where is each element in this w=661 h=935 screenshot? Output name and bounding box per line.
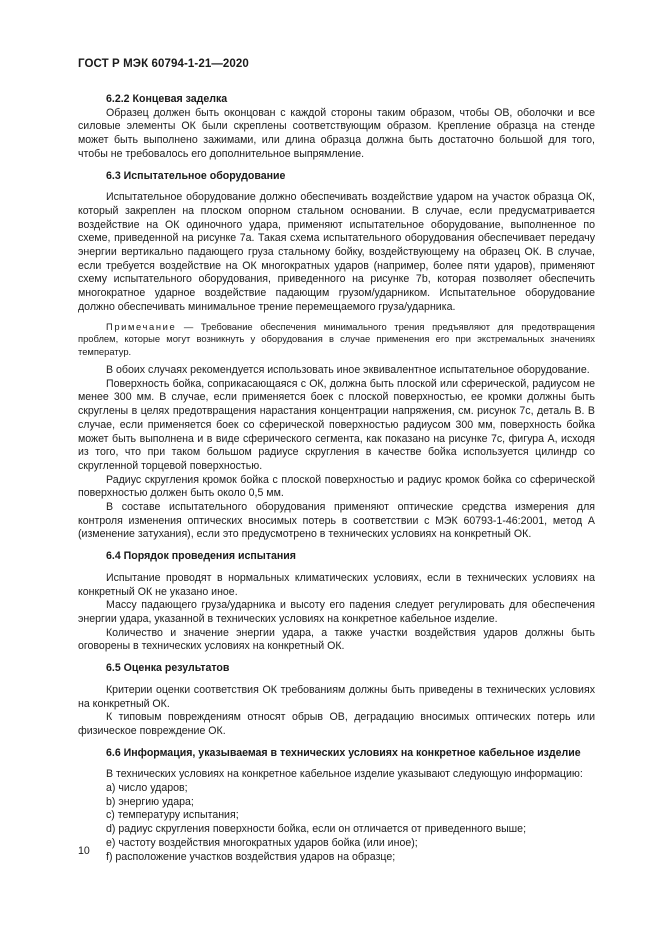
page-number: 10 xyxy=(78,845,90,857)
section-heading-6-4: 6.4 Порядок проведения испытания xyxy=(106,550,296,563)
standard-header: ГОСТ Р МЭК 60794-1-21—2020 xyxy=(78,58,249,70)
page-content xyxy=(78,93,595,864)
list-item: a) число ударов; xyxy=(106,782,188,795)
list-item: f) расположение участков воздействия ударов на образце; xyxy=(106,850,396,863)
paragraph: В технических условиях на конкретное кабельное изделие указывают следующую информацию: xyxy=(106,768,583,781)
note xyxy=(78,321,595,359)
list-item: c) температуру испытания; xyxy=(106,809,239,822)
list-item: e) частоту воздействия многократных ударов бойка (или иное); xyxy=(106,836,418,849)
paragraph: Критерии оценки соответствия ОК требованиям должны быть приведены в технических условиях на конкретный ОК. xyxy=(78,683,595,710)
section-heading-6-2-2: 6.2.2 Концевая заделка xyxy=(106,93,228,105)
paragraph: Образец должен быть оконцован с каждой стороны таким образом, чтобы ОВ, оболочки и все силовые элементы ОК были скреплены соответствующим образом. Крепление образца на стенде может быть выполнено зажимами, или длина образца должна быть достаточно большой для того, чтобы не требовалось его дополнительное выпрямление. xyxy=(78,106,595,160)
paragraph: Испытательное оборудование должно обеспечивать воздействие ударом на участок образца ОК, который закреплен на плоском опорном стальном основании. В случае, если предусматривается воздействие на ОК одиночного удара, применяют испытательное оборудование, выполненное по схеме, приведенной на рисунке 7а. Такая схема испытательного оборудования обеспечивает передачу энергии вертикально падающего груза стальному бойку, воздействующему на образец ОК. В случае, если требуется воздействие на ОК многократных ударов (например, более пяти ударов), применяют схему испытательного оборудования, приведенного на рисунке 7b, которая позволяет обеспечить многократное ударное воздействие падающим грузом/ударником. Испытательное оборудование должно обеспечивать минимальное трение перемещаемого груза/ударника. xyxy=(78,191,595,313)
paragraph: Радиус скругления кромок бойка с плоской поверхностью и радиус кромок бойка со сферической поверхностью должен быть около 0,5 мм. xyxy=(78,473,595,500)
paragraph: Количество и значение энергии удара, а также участки воздействия ударов должны быть оговорены в технических условиях на конкретный ОК. xyxy=(78,626,595,653)
paragraph: Испытание проводят в нормальных климатических условиях, если в технических условиях на конкретный ОК не указано иное. xyxy=(78,571,595,598)
section-heading-6-5: 6.5 Оценка результатов xyxy=(106,662,230,675)
paragraph: В составе испытательного оборудования применяют оптические средства измерения для контроля изменения оптических вносимых потерь в соответствии с МЭК 60793-1-46:2001, метод А (изменение затухания), если это предусмотрено в технических условиях на конкретный ОК. xyxy=(78,501,595,541)
paragraph: Массу падающего груза/ударника и высоту его падения следует регулировать для обеспечения энергии удара, указанной в технических условиях на конкретное кабельное изделие. xyxy=(78,599,595,625)
paragraph: К типовым повреждениям относят обрыв ОВ, деградацию вносимых оптических потерь или физическое повреждение ОК. xyxy=(78,711,595,737)
paragraph: В обоих случаях рекомендуется использовать иное эквивалентное испытательное оборудование. xyxy=(106,364,590,377)
list-item: d) радиус скругления поверхности бойка, если он отличается от приведенного выше; xyxy=(106,823,527,836)
note-text: — Требование обеспечения минимального трения предъявляют для предотвращения проблем, которые могут возникнуть у оборудования в случае применения его при экстремальных значениях температур. xyxy=(78,320,595,357)
list-item: b) энергию удара; xyxy=(106,795,194,808)
section-heading-6-3: 6.3 Испытательное оборудование xyxy=(106,169,286,182)
note-label: Примечание xyxy=(106,320,177,332)
section-heading-6-6: 6.6 Информация, указываемая в технических условиях на конкретное кабельное изделие xyxy=(106,746,581,759)
paragraph: Поверхность бойка, соприкасающаяся с ОК, должна быть плоской или сферической, радиусом не менее 300 мм. В случае, если применяется боек с плоской поверхностью, ее кромки должны быть скруглены в целях предотвращения нарастания концентрации напряжения, см. рисунок 7с, деталь В. В случае, если применяется боек со сферической поверхностью радиусом 300 мм, поверхность бойка может быть выполнена и в виде сферического сегмента, как показано на рисунке 7с, фигура А, исходя из того, что при таком большом радиусе скругления в качестве бойка используется цилиндр со скругленной торцевой поверхностью. xyxy=(78,377,595,472)
